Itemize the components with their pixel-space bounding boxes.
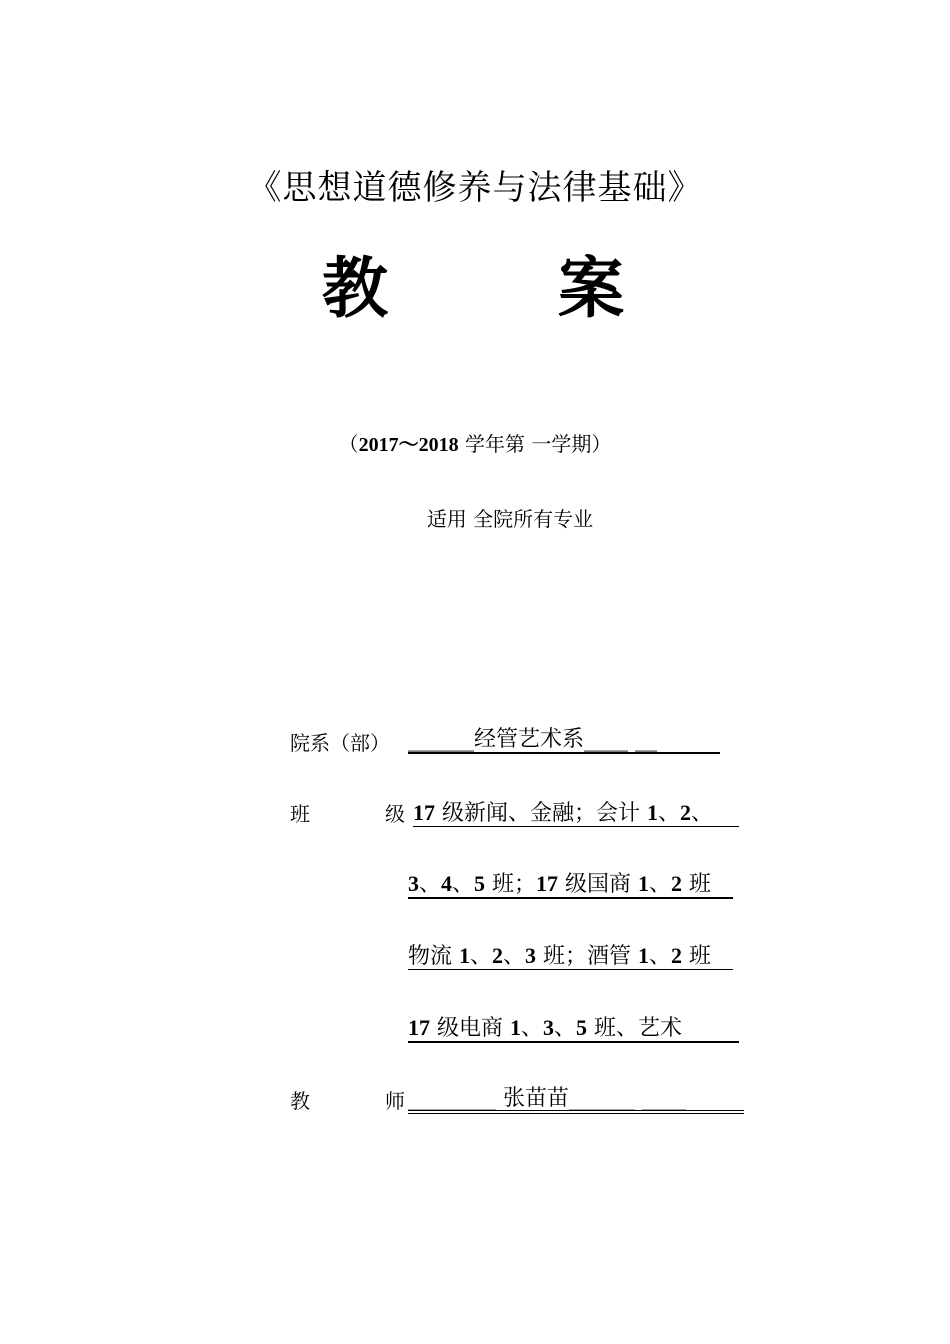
class-line-1-seg: 、 [658,801,681,826]
class-line-3-seg: 、 [470,944,493,969]
class-label-char-2: 级 [385,802,405,826]
class-line-2-seg: 5 [474,871,486,896]
class-line-2-seg: 4 [441,871,453,896]
class-line-4-seg: 班、艺术 [587,1016,683,1041]
dept-underline [408,752,720,754]
term-rest: 学年第 一学期） [458,432,612,456]
class-line-1-seg: 级新闻、金融；会计 [435,801,647,826]
class-line-1-seg: 1 [647,800,658,825]
class-line-4-seg: 、 [521,1016,544,1041]
dept-value-text: ______经管艺术系____ __ [408,727,657,752]
class-line-3-seg: 1 [459,943,470,968]
class-line-3 [408,939,733,970]
class-line-4-seg: 5 [576,1015,588,1040]
academic-term [0,428,950,457]
class-line-1-seg: 17 [413,800,435,825]
doc-title-char-2: 案 [558,249,624,327]
class-line-3-seg: 2 [671,943,683,968]
class-line-1 [413,796,739,827]
class-line-3-underline [408,969,733,970]
class-line-2-seg: 17 [536,871,559,896]
class-line-3-seg: 班；酒管 [536,944,639,969]
class-line-2-seg: 班 [682,872,712,897]
class-line-4-seg: 3 [543,1015,555,1040]
term-years: 2017～2018 [358,434,459,456]
class-label-char-1: 班 [290,802,310,826]
class-line-2-seg: 、 [419,872,442,897]
class-line-2 [408,867,733,898]
class-line-4-underline [408,1041,739,1043]
class-line-3-seg: 3 [525,943,537,968]
class-line-2-seg: 、 [649,872,672,897]
course-title: 《思想道德修养与法律基础》 [247,168,703,208]
class-line-3-seg: 、 [503,944,526,969]
dept-label: 院系（部） [290,731,390,755]
class-line-3-seg: 、 [649,944,672,969]
class-line-4-seg: 1 [510,1015,521,1040]
class-line-2-seg: 级国商 [558,872,639,897]
class-line-3-seg: 1 [638,943,650,968]
class-line-1-seg: 2 [680,800,692,825]
class-line-2-seg: 班； [485,872,537,897]
class-line-3-seg: 班 [682,944,712,969]
teacher-underline [408,1110,744,1114]
teacher-value-text: ________ 张苗苗______ ____ [408,1086,686,1111]
class-line-1-seg: 、 [691,801,714,826]
teacher-label-char-2: 师 [385,1089,405,1113]
class-line-4-seg: 17 [408,1015,430,1040]
term-open-paren: （ [338,432,359,456]
doc-title-char-1: 教 [322,249,388,327]
applicable-scope: 适用 全院所有专业 [426,507,594,531]
class-line-3-seg: 2 [492,943,504,968]
class-line-4-seg: 、 [554,1016,577,1041]
class-line-2-seg: 3 [408,871,419,896]
class-line-2-underline [408,897,733,899]
class-line-4 [408,1011,739,1042]
class-line-4-seg: 级电商 [430,1016,510,1041]
dept-value [408,722,720,754]
teacher-value [408,1081,744,1112]
class-line-3-seg: 物流 [408,944,459,969]
class-line-2-seg: 、 [452,872,475,897]
teacher-label-char-1: 教 [290,1089,310,1113]
class-line-2-seg: 2 [671,871,683,896]
class-line-2-seg: 1 [638,871,650,896]
class-line-1-underline [413,826,739,827]
